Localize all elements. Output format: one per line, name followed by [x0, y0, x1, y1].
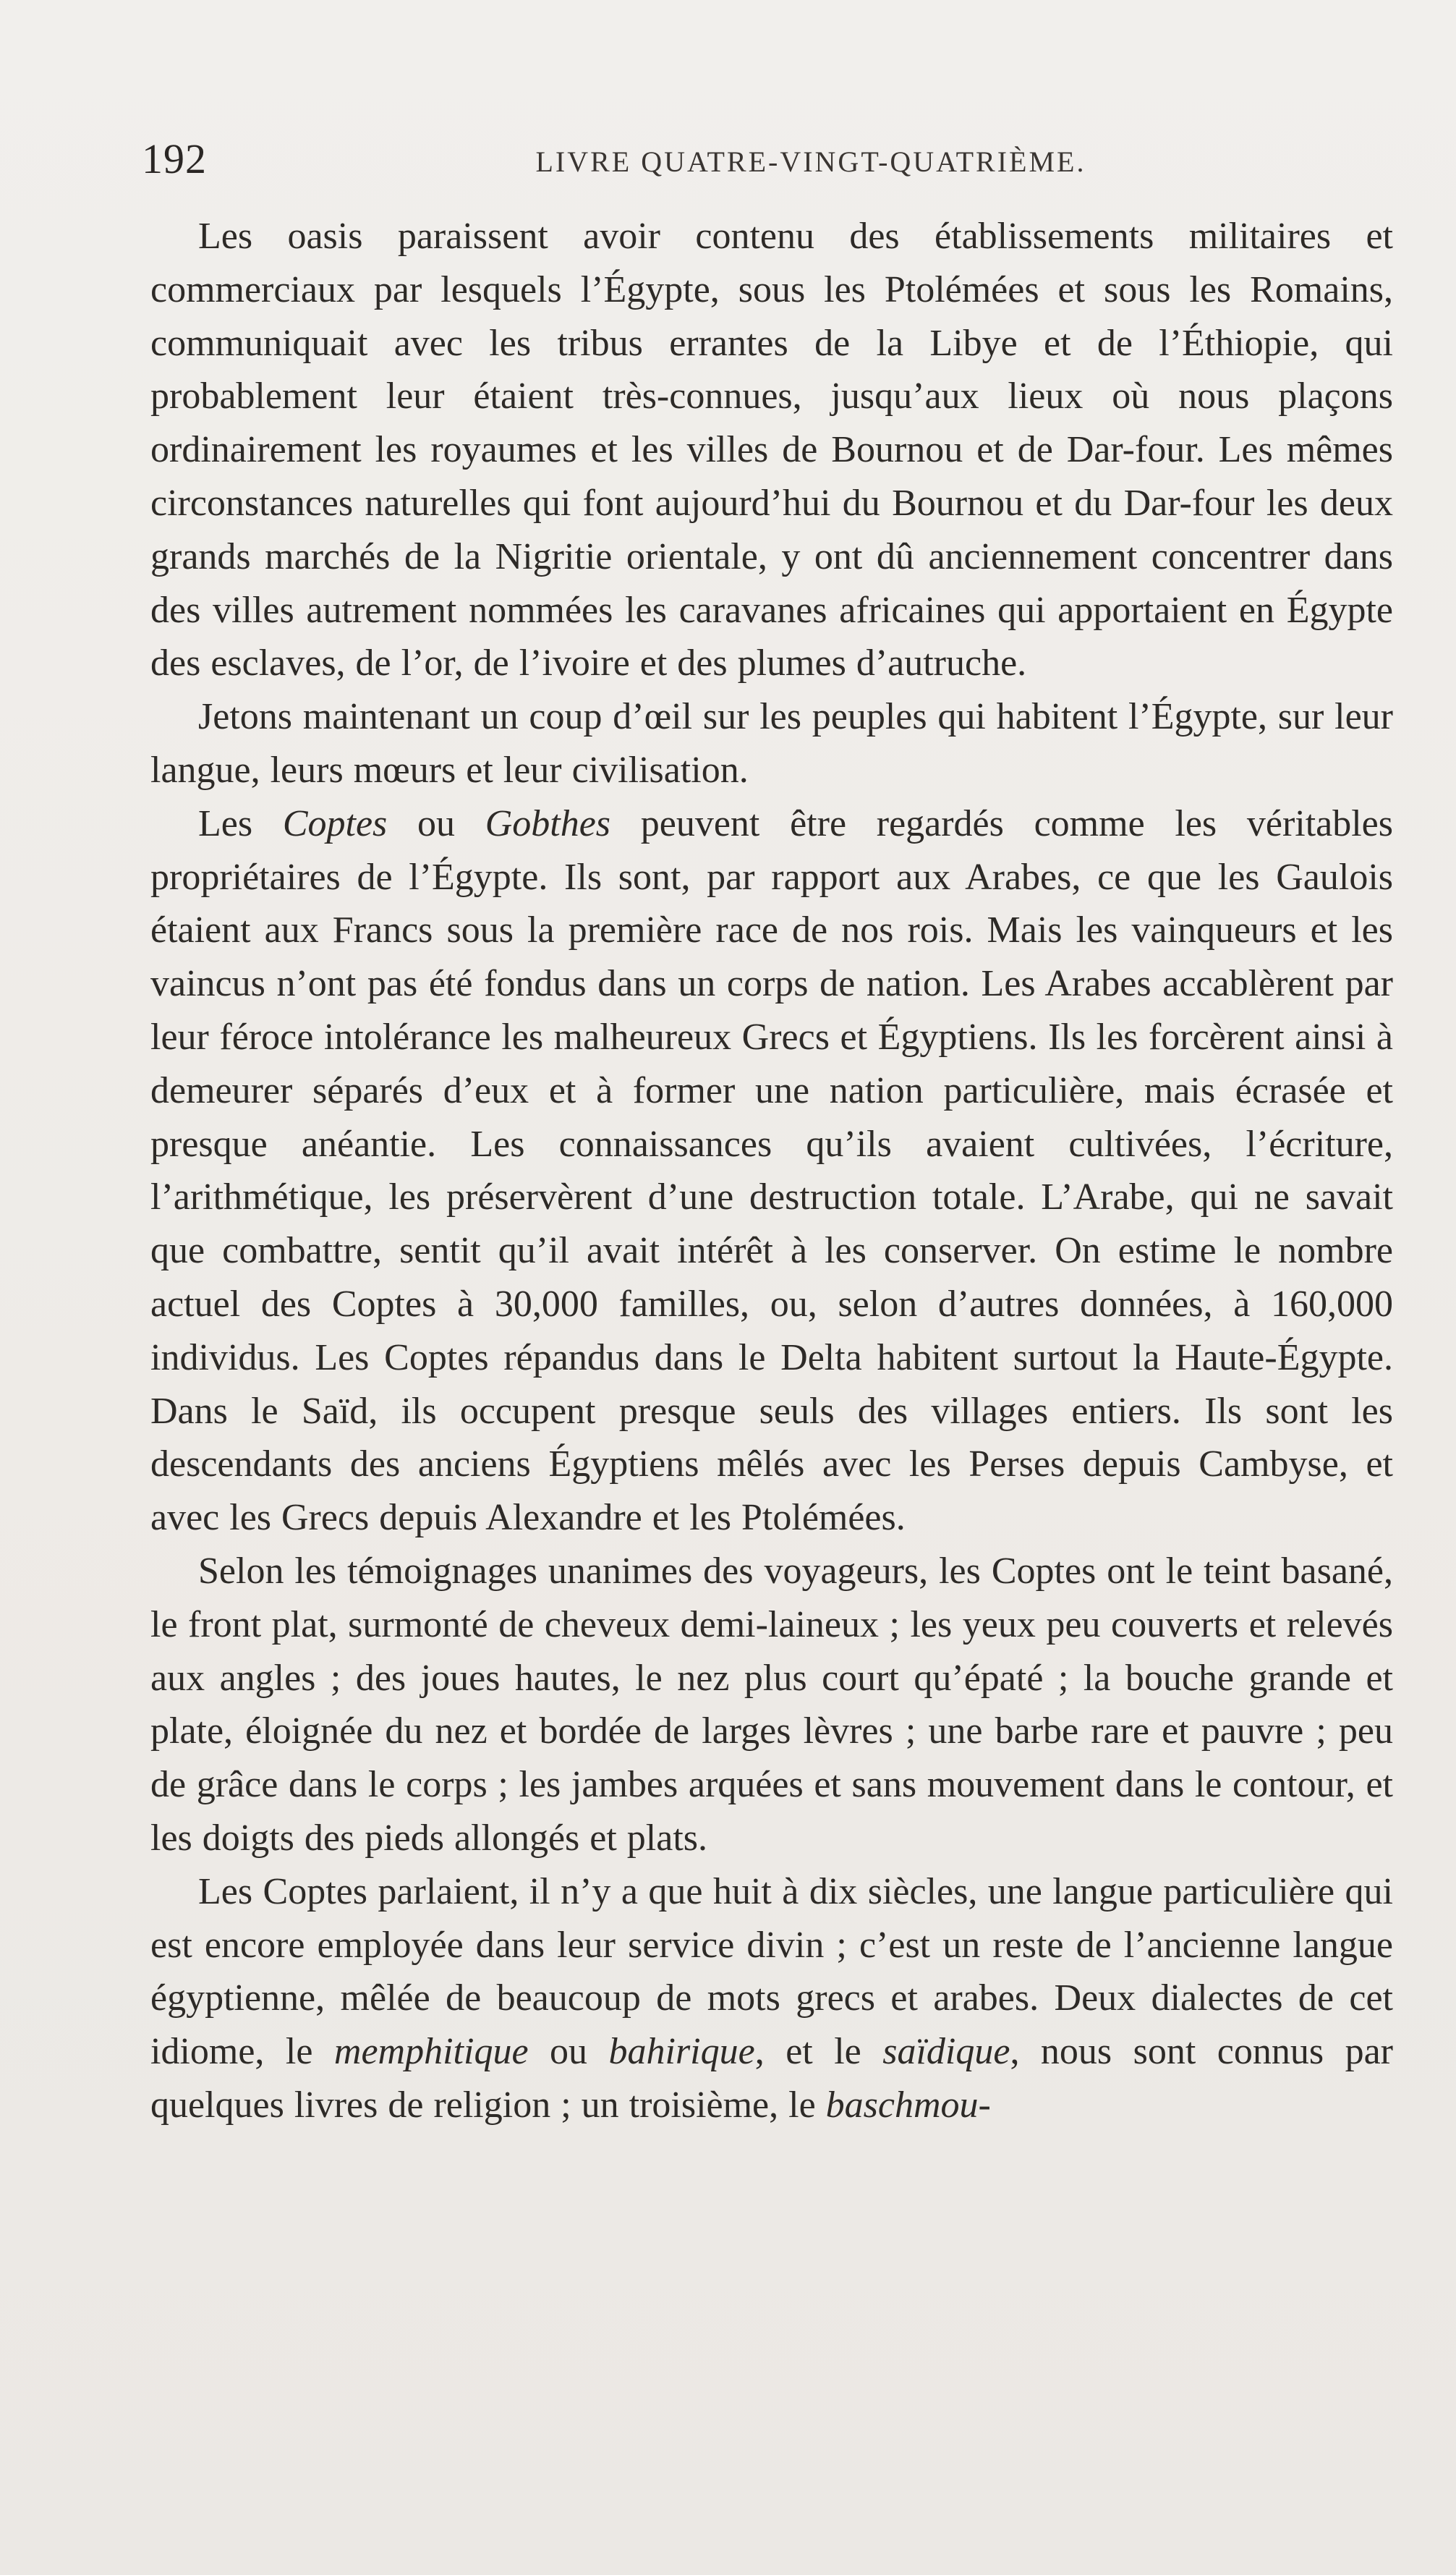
paragraph-coptes-before: Les — [198, 802, 283, 844]
paragraph-language — [150, 1865, 1393, 2132]
term-coptes: Coptes — [282, 802, 388, 844]
paragraph-language-mid2: , et le — [754, 2031, 883, 2073]
page-header — [142, 135, 1415, 185]
paragraph-language-mid1: ou — [528, 2031, 609, 2073]
paragraph-language-mid3: , nous sont connus par quelques livres de religion ; un troisième, le — [150, 2031, 1393, 2126]
running-head: LIVRE QUATRE-VINGT-QUATRIÈME. — [535, 145, 1086, 178]
paragraph-coptes-after: peuvent être regardés comme les véritables propriétaires de l’Égypte. Ils sont, par rapport aux Arabes, ce que les Gaulois étaient aux Francs sous la première race de nos rois. Mais les vainqueurs et les vaincus n’ont pas été fondus dans un corps de nation. Les Arabes accablèrent par leur féroce intolérance les malheureux Grecs et Égyptiens. Ils les forcèrent ainsi à demeurer séparés d’eux et à former une nation particulière, mais écrasée et presque anéantie. Les connaissances qu’ils avaient cultivées, l’écriture, l’arithmétique, les préservèrent d’une destruction totale. L’Arabe, qui ne savait que combattre, sentit qu’il avait intérêt à les conserver. On estime le nombre actuel des Coptes à 30,000 familles, ou, selon d’autres données, à 160,000 individus. Les Coptes répandus dans le Delta habitent surtout la Haute-Égypte. Dans le Saïd, ils occupent presque seuls des villages entiers. Ils sont les descendants des anciens Égyptiens mêlés avec les Perses depuis Cambyse, et avec les Grecs depuis Alexandre et les Ptolémées. — [150, 802, 1393, 1539]
term-baschmou: baschmou- — [825, 2084, 991, 2126]
paragraph-appearance: Selon les témoignages unanimes des voyageurs, les Coptes ont le teint basané, le front plat, surmonté de cheveux demi-laineux ; les yeux peu couverts et relevés aux angles ; des joues hautes, le nez plus court qu’épaté ; la bouche grande et plate, éloignée du nez et bordée de larges lèvres ; une barbe rare et pauvre ; peu de grâce dans le corps ; les jambes arquées et sans mouvement dans le contour, et les doigts des pieds allongés et plats. — [150, 1550, 1393, 1859]
term-gobthes: Gobthes — [485, 802, 611, 844]
paragraph-peoples: Jetons maintenant un coup d’œil sur les peuples qui habitent l’Égypte, sur leur langue, leurs mœurs et leur civilisation. — [150, 696, 1393, 791]
paragraph-language-before: Les Coptes parlaient, il n’y a que huit à dix siècles, une langue particulière qui est encore employée dans leur service divin ; c’est un reste de l’ancienne langue égyptienne, mêlée de beaucoup de mots grecs et arabes. Deux dialectes de cet idiome, le — [150, 1870, 1393, 2073]
paragraph-coptes — [150, 797, 1393, 1545]
body-text — [150, 210, 1393, 2132]
term-memphitique: memphitique — [333, 2031, 529, 2073]
term-saidique: saïdique — [882, 2031, 1010, 2073]
paragraph-oasis: Les oasis paraissent avoir contenu des établissements militaires et commerciaux par lesquels l’Égypte, sous les Ptolémées et sous les Romains, communiquait avec les tribus errantes de la Libye et de l’Éthiopie, qui probablement leur étaient très-connues, jusqu’aux lieux où nous plaçons ordinairement les royaumes et les villes de Bournou et de Dar-four. Les mêmes circonstances naturelles qui font aujourd’hui du Bournou et du Dar-four les deux grands marchés de la Nigritie orientale, y ont dû anciennement concentrer dans des villes autrement nommées les caravanes africaines qui apportaient en Égypte des esclaves, de l’or, de l’ivoire et des plumes d’autruche. — [150, 216, 1393, 684]
page-number: 192 — [142, 135, 207, 182]
term-bahirique: bahirique — [608, 2031, 755, 2073]
paragraph-coptes-mid: ou — [387, 802, 485, 844]
